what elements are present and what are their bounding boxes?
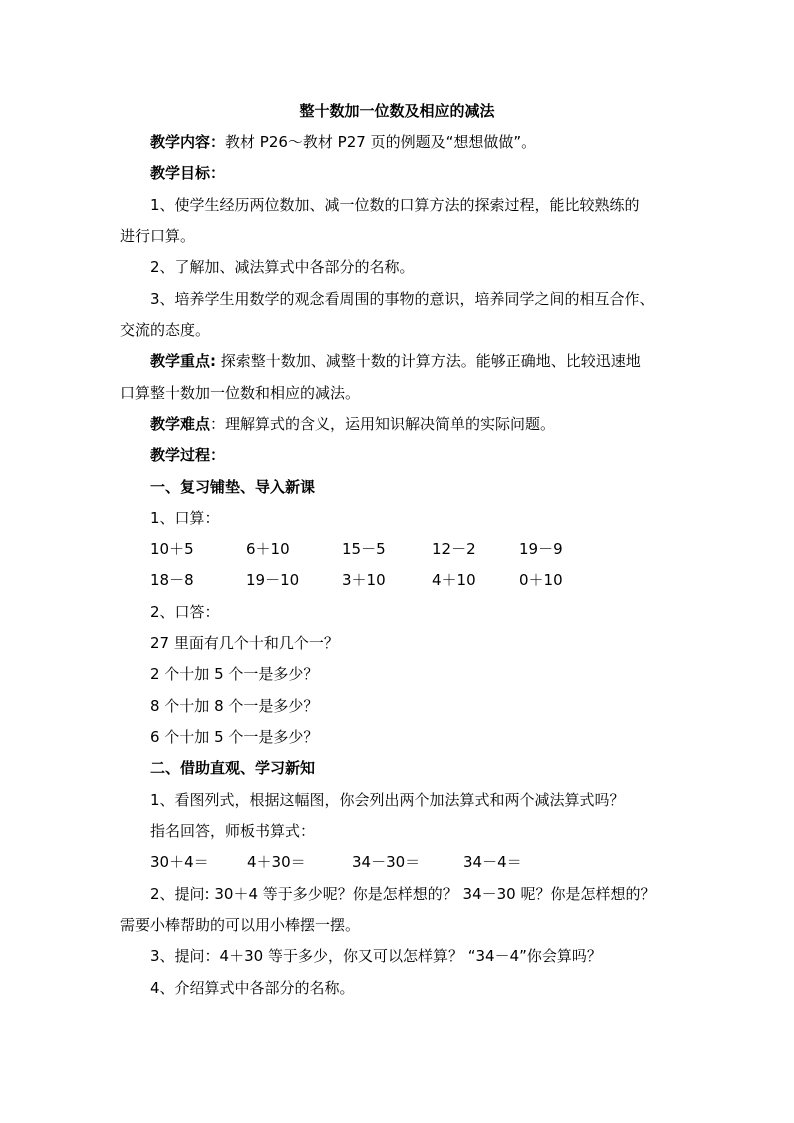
document-title: 整十数加一位数及相应的减法	[299, 102, 495, 120]
calc-item: 18－8	[150, 571, 194, 589]
question-2: 2 个十加 5 个一是多少？	[150, 665, 319, 683]
key-point-line-a	[150, 351, 710, 371]
difficulty-label: 教学难点	[150, 415, 211, 433]
content-text: 教材 P26～教材 P27 页的例题及“想想做做”。	[225, 133, 537, 151]
step-1-note: 指名回答，师板书算式：	[150, 822, 316, 840]
oral-answer-heading: 2、口答：	[150, 603, 220, 621]
step-2-line-a: 2、提问: 30＋4 等于多少呢？你是怎样想的？ 34－30 呢？你是怎样想的？	[150, 885, 656, 903]
step-4: 4、介绍算式中各部分的名称。	[150, 979, 355, 997]
question-1: 27 里面有几个十和几个一？	[150, 634, 339, 652]
content-line	[150, 132, 710, 152]
difficulty-text: ：理解算式的含义，运用知识解决简单的实际问题。	[210, 415, 556, 433]
key-point-line-b: 口算整十数加一位数和相应的减法。	[120, 384, 361, 402]
section-2-heading: 二、借助直观、学习新知	[150, 759, 316, 777]
process-label: 教学过程：	[150, 446, 226, 464]
calc-item: 19－10	[246, 571, 300, 589]
formula-item: 30＋4＝	[150, 853, 209, 871]
goals-label: 教学目标：	[150, 164, 226, 182]
calc-item: 3＋10	[342, 571, 386, 589]
step-3: 3、提问：4＋30 等于多少，你又可以怎样算？ “34－4”你会算吗？	[150, 947, 602, 965]
step-1: 1、看图列式，根据这幅图，你会列出两个加法算式和两个减法算式吗？	[150, 791, 625, 809]
calc-item: 19－9	[519, 540, 563, 558]
oral-calc-heading: 1、口算：	[150, 509, 220, 527]
calc-item: 4＋10	[432, 571, 476, 589]
goal-1-line-a: 1、使学生经历两位数加、减一位数的口算方法的探索过程，能比较熟练的	[150, 196, 640, 214]
section-1-heading: 一、复习铺垫、导入新课	[150, 478, 316, 496]
formula-item: 4＋30＝	[247, 853, 306, 871]
formula-item: 34－30＝	[352, 853, 421, 871]
key-point-text-a: 探索整十数加、减整十数的计算方法。能够正确地、比较迅速地	[216, 352, 641, 370]
calc-item: 0＋10	[519, 571, 563, 589]
key-point-label: 教学重点:	[150, 352, 216, 370]
step-2-line-b: 需要小棒帮助的可以用小棒摆一摆。	[120, 916, 361, 934]
difficulty-line	[150, 414, 710, 434]
goal-3-line-b: 交流的态度。	[120, 321, 211, 339]
calc-item: 15－5	[342, 540, 386, 558]
goal-2: 2、了解加、减法算式中各部分的名称。	[150, 258, 415, 276]
calc-item: 6＋10	[246, 540, 290, 558]
formula-item: 34－4＝	[463, 853, 522, 871]
calc-item: 10＋5	[150, 540, 194, 558]
question-3: 8 个十加 8 个一是多少？	[150, 697, 319, 715]
calc-item: 12－2	[432, 540, 476, 558]
goal-3-line-a: 3、培养学生用数学的观念看周围的事物的意识，培养同学之间的相互合作、	[150, 290, 655, 308]
goal-1-line-b: 进行口算。	[120, 227, 196, 245]
content-label: 教学内容：	[150, 133, 226, 151]
question-4: 6 个十加 5 个一是多少？	[150, 728, 319, 746]
